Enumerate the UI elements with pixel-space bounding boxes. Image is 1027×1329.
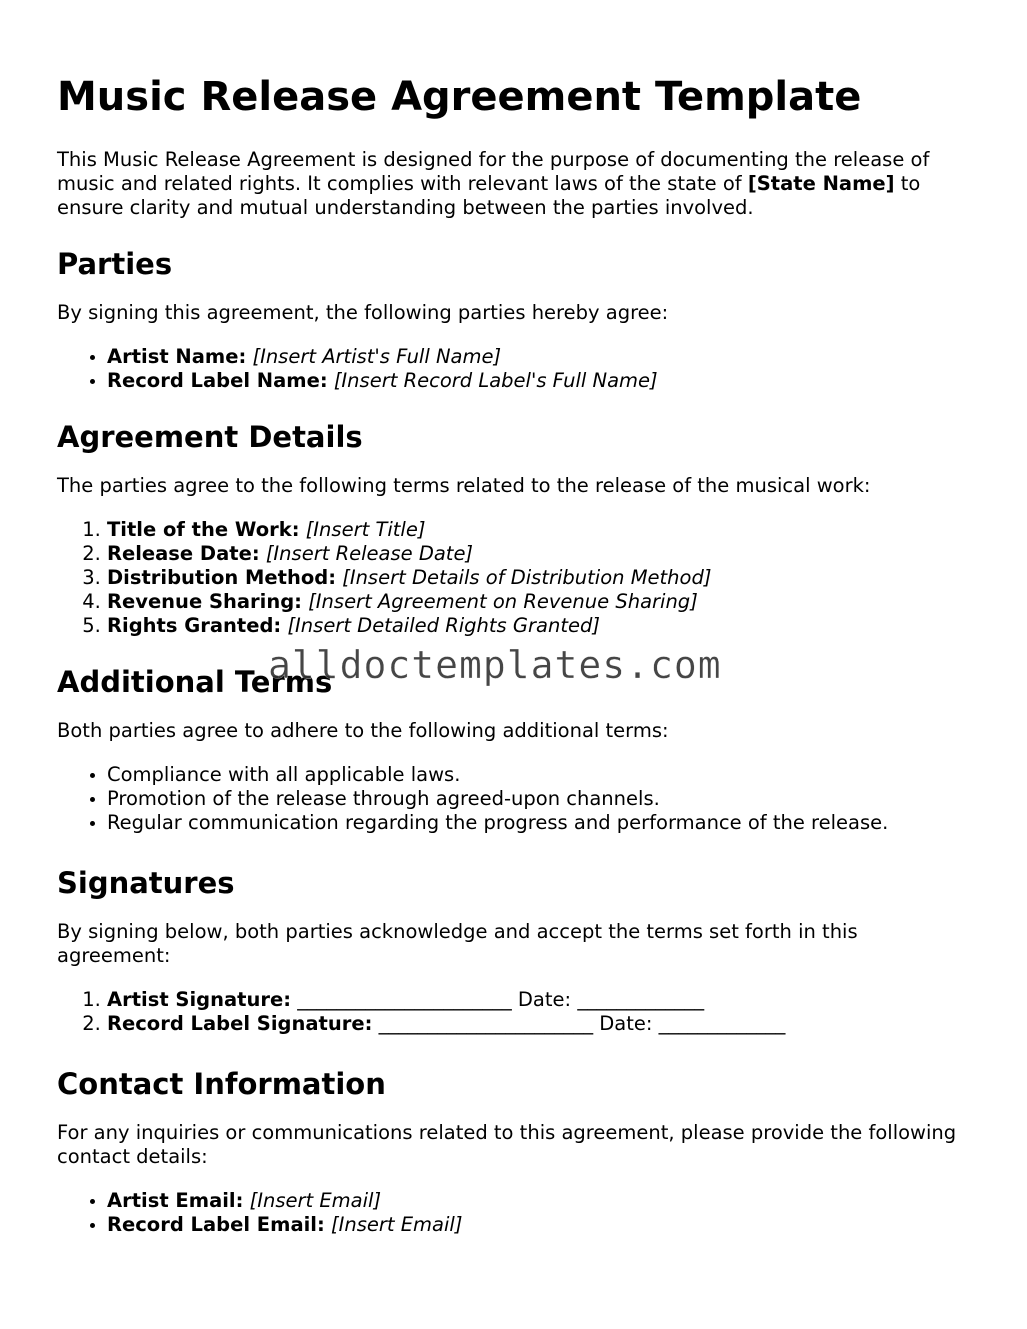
- list-item: [107, 518, 977, 542]
- signature-line[interactable]: ______________________: [378, 1012, 594, 1035]
- intro-text-end: to ensure clarity and mutual understanding between the parties involved.: [57, 172, 921, 219]
- item-value: [Insert Record Label's Full Name]: [333, 369, 658, 392]
- document-page: [57, 0, 977, 1237]
- list-item: [107, 1189, 977, 1213]
- item-label: Distribution Method:: [107, 566, 337, 589]
- list-item: • Regular communication regarding the progress and performance of the release.: [107, 811, 977, 835]
- page-title: Music Release Agreement Template: [57, 74, 862, 120]
- section-heading-additional-terms: Additional Terms: [57, 665, 333, 699]
- watermark: alldoctemplates.com: [268, 643, 722, 687]
- parties-lead: By signing this agreement, the following parties hereby agree:: [57, 301, 669, 324]
- item-value: [Insert Agreement on Revenue Sharing]: [308, 590, 698, 613]
- item-label: Title of the Work:: [107, 518, 300, 541]
- item-label: Artist Name:: [107, 345, 247, 368]
- item-value: [Insert Detailed Rights Granted]: [287, 614, 600, 637]
- signature-item: [107, 1012, 977, 1036]
- section-heading-parties: Parties: [57, 247, 173, 281]
- date-label: Date:: [517, 988, 572, 1011]
- list-item: [107, 369, 977, 393]
- item-value: [Insert Email]: [249, 1189, 382, 1212]
- signature-label: Artist Signature:: [107, 988, 292, 1011]
- date-line[interactable]: _____________: [577, 988, 705, 1011]
- details-list: [57, 518, 977, 638]
- intro-paragraph: [57, 148, 977, 220]
- additional-list: [57, 763, 977, 835]
- signatures-lead: By signing below, both parties acknowledge and accept the terms set forth in this agreement:: [57, 920, 858, 967]
- details-lead: The parties agree to the following terms related to the release of the musical work:: [57, 474, 871, 497]
- date-line[interactable]: _____________: [658, 1012, 786, 1035]
- item-label: Artist Email:: [107, 1189, 244, 1212]
- signature-line[interactable]: ______________________: [297, 988, 512, 1011]
- item-label: Record Label Email:: [107, 1213, 325, 1236]
- item-value: [Insert Artist's Full Name]: [252, 345, 502, 368]
- list-item: [107, 614, 977, 638]
- signature-label: Record Label Signature:: [107, 1012, 373, 1035]
- state-name-placeholder: [State Name]: [747, 172, 895, 195]
- additional-lead: Both parties agree to adhere to the following additional terms:: [57, 719, 669, 742]
- list-item: [107, 542, 977, 566]
- section-heading-signatures: Signatures: [57, 866, 235, 900]
- list-item: [107, 566, 977, 590]
- item-label: Revenue Sharing:: [107, 590, 302, 613]
- list-item: [107, 590, 977, 614]
- item-value: [Insert Release Date]: [265, 542, 474, 565]
- item-value: [Insert Details of Distribution Method]: [342, 566, 712, 589]
- list-item: [107, 1213, 977, 1237]
- intro-text-start: This Music Release Agreement is designed for the purpose of documenting the release of music and related rights. It complies with relevant laws of the state of: [57, 148, 930, 195]
- signatures-list: [57, 988, 977, 1036]
- item-value: [Insert Title]: [305, 518, 426, 541]
- list-item: • Compliance with all applicable laws.: [107, 763, 977, 787]
- item-label: Record Label Name:: [107, 369, 328, 392]
- item-label: Rights Granted:: [107, 614, 282, 637]
- section-heading-agreement-details: Agreement Details: [57, 420, 363, 454]
- parties-list: [57, 345, 977, 393]
- signature-item: [107, 988, 977, 1012]
- date-label: Date:: [599, 1012, 653, 1035]
- contact-lead: For any inquiries or communications related to this agreement, please provide the following contact details:: [57, 1121, 957, 1168]
- section-heading-contact-information: Contact Information: [57, 1067, 386, 1101]
- list-item: [107, 345, 977, 369]
- item-value: [Insert Email]: [330, 1213, 463, 1236]
- contact-list: [57, 1189, 977, 1237]
- item-label: Release Date:: [107, 542, 260, 565]
- list-item: • Promotion of the release through agreed-upon channels.: [107, 787, 977, 811]
